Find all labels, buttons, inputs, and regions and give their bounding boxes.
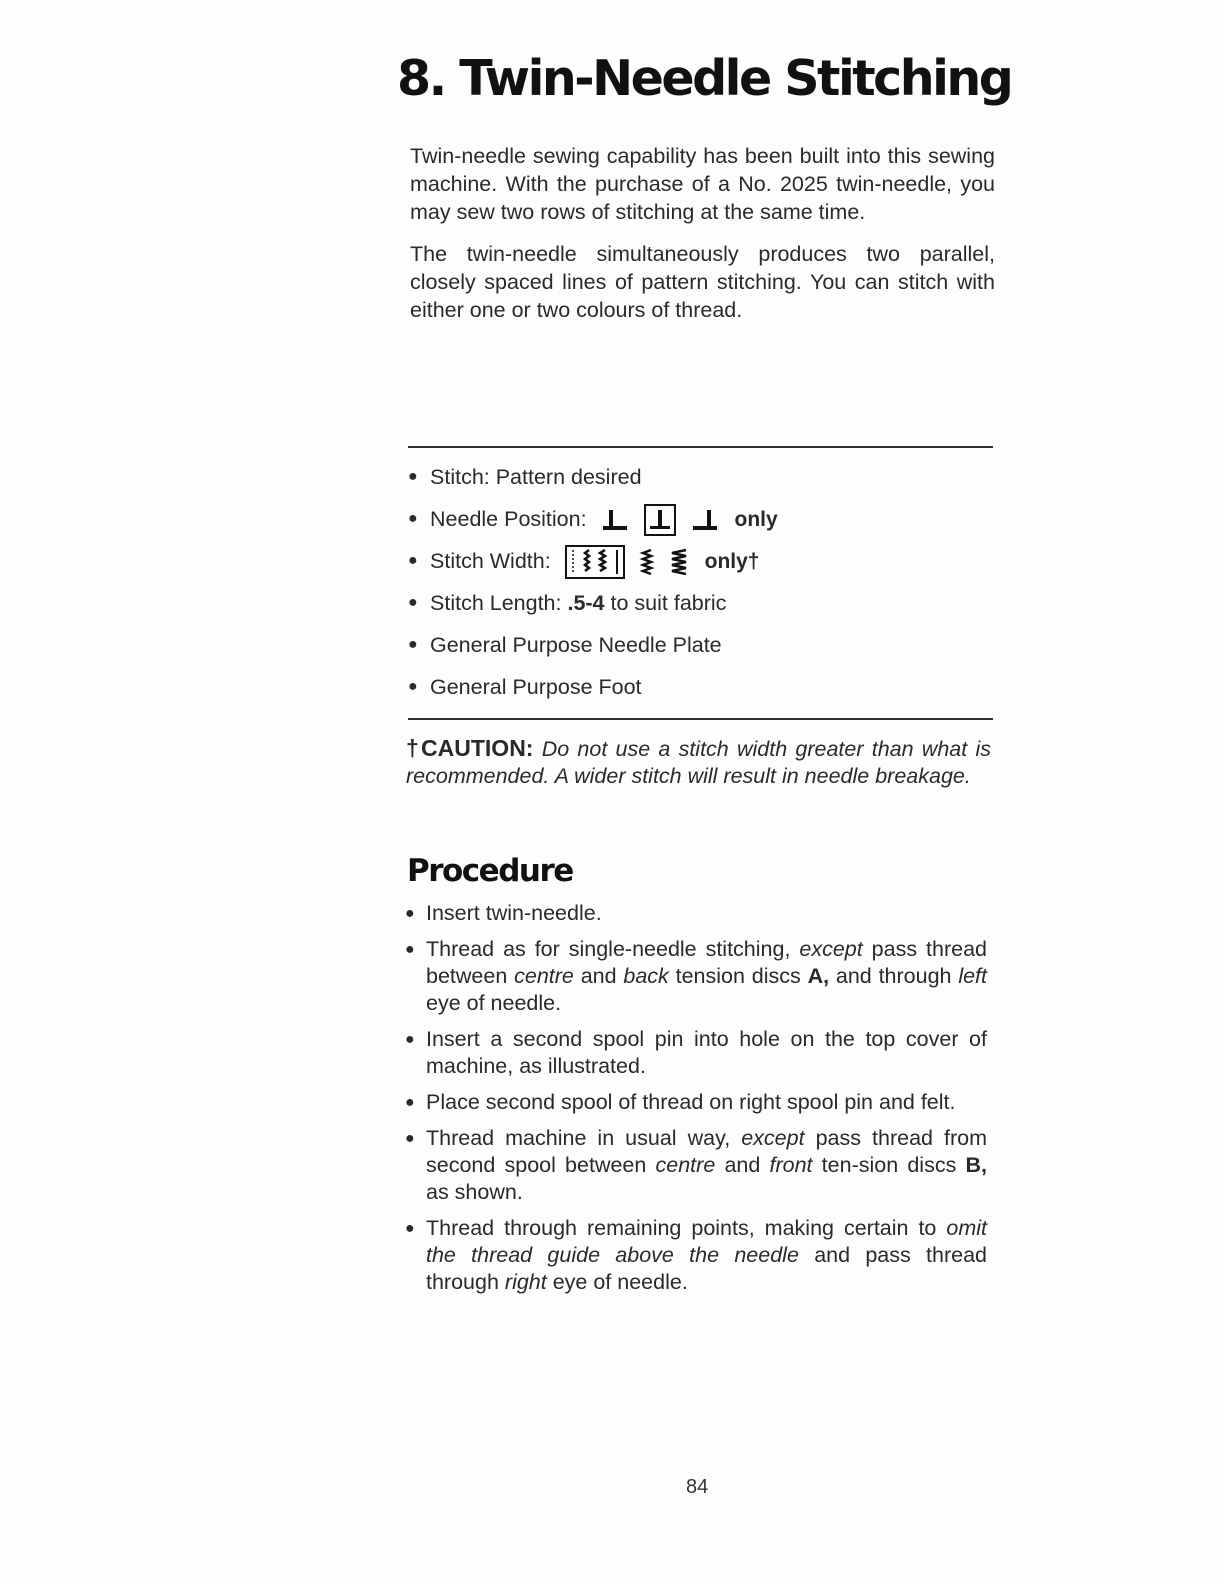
procedure-step: ● Place second spool of thread on right spool pin and felt. [405,1090,956,1114]
stitch-length-value: .5-4 [567,591,605,615]
procedure-step: ● Thread through remaining points, making certain to omit the thread guide above the needle and pass thread through right eye of needle. [405,1216,988,1294]
bullet: ● [408,468,418,485]
procedure-step: ● Insert a second spool pin into hole on the top cover of machine, as illustrated. [405,1027,987,1078]
setting-needle-plate: ● General Purpose Needle Plate [408,624,993,666]
bullet: ● [408,510,418,527]
procedure-heading: Procedure [407,853,573,889]
needle-position-only-note: only [734,508,778,531]
setting-stitch: ● Stitch: Pattern desired [408,456,993,498]
intro-section [410,142,995,338]
stitch-width-wide-icon [669,547,689,577]
bullet: ● [405,905,415,922]
bullet: ● [408,636,418,653]
intro-paragraph: Twin-needle sewing capability has been built into this sewing machine. With the purchase of a No. 2025 twin-needle, you may sew two rows of stitching at the same time. [410,144,995,224]
page-title: 8. Twin-Needle Stitching [397,50,1012,107]
bullet: ● [405,941,415,958]
bullet: ● [405,1220,415,1237]
procedure-step: ● Insert twin-needle. [405,901,602,925]
bullet: ● [405,1094,415,1111]
bullet: ● [408,678,418,695]
needle-left-icon [601,507,629,533]
caution-note [406,735,991,790]
bullet: ● [405,1031,415,1048]
caution-text: Do not use a stitch width greater than what is recommended. A wider stitch will result in needle breakage. [406,737,991,788]
stitch-width-only-note: only† [704,550,760,573]
intro-paragraph: The twin-needle simultaneously produces two parallel, closely spaced lines of pattern stitching. You can stitch with either one or two colours of thread. [410,242,995,322]
settings-box [408,446,993,720]
procedure-step: ● Thread machine in usual way, except pass thread from second spool between centre and front ten-sion discs B, as shown. [405,1126,988,1204]
setting-stitch-width: ● Stitch Width: only† [408,540,993,582]
bullet: ● [408,552,418,569]
bullet: ● [408,594,418,611]
procedure-step: ● Thread as for single-needle stitching, except pass thread between centre and back tension discs A, and through left eye of needle. [405,937,988,1015]
stitch-width-boxed-icon [565,545,625,579]
page-number: 84 [686,1476,709,1498]
caution-label: †CAUTION: [406,735,534,761]
bullet: ● [405,1130,415,1147]
needle-right-icon [691,507,719,533]
needle-centre-boxed-icon [643,503,677,537]
stitch-width-medium-icon [639,547,655,577]
setting-foot: ● General Purpose Foot [408,666,993,708]
setting-stitch-length: ● Stitch Length: .5-4 to suit fabric [408,582,993,624]
procedure-list [405,900,987,1305]
setting-needle-position: ● Needle Position: only [408,498,993,540]
